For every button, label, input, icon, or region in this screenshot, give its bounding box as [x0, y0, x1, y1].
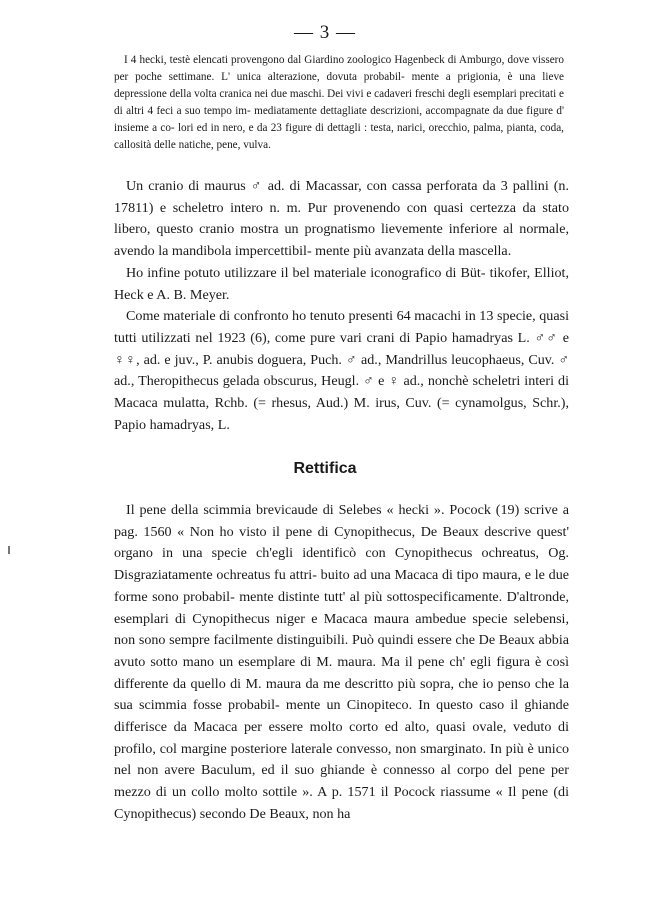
- text-line: I 4 hecki, testè elencati provengono dal Giardino zoologico Hagenbeck di: [124, 54, 457, 66]
- body-section-1: [114, 176, 569, 436]
- text-line: per essere molto corto ed alto, quasi ovale, veduto di profilo, col: [114, 719, 569, 757]
- text-line: Ho infine potuto utilizzare il bel materiale iconografico di Büt-: [126, 264, 486, 281]
- page-number: — 3 —: [294, 22, 356, 43]
- text-line: lievemente inferiore al normale, avendo la mandibola impercettibil-: [114, 221, 569, 260]
- paragraph-skull: [114, 176, 569, 263]
- text-line: mediatamente dettagliate descrizioni, accompagnate da due figure d' insieme a co-: [114, 105, 564, 134]
- text-line: vivi e cadaveri freschi degli esemplari precitati e di altri 4 feci a suo tempo im-: [114, 88, 564, 117]
- text-line: lori ed in nero, e da 23 figure di dettagli : testa, narici, orecchio, palma, pianta,: [177, 122, 537, 134]
- text-line: Come materiale di confronto ho tenuto presenti 64 macachi: [126, 308, 462, 325]
- text-line: Amburgo, dove vissero per poche settimane. L' unica alterazione, dovuta probabil-: [114, 54, 565, 83]
- text-line: pene ch' egli figura è così differente da quello di M. maura da me: [114, 653, 569, 692]
- text-line: in 13 specie, quasi tutti utilizzati nel 1923 (6), come pure vari crani di: [114, 308, 569, 346]
- text-line: sono sempre facilmente distinguibili. Può quindi essere che De: [138, 632, 496, 649]
- text-line: con Cynopithecus ochreatus, Og. Disgraziatamente ochreatus fu attri-: [114, 545, 569, 584]
- text-line: scrive a pag. 1560 « Non ho visto il pene di Cynopithecus,: [114, 502, 569, 540]
- text-line: obscurus, Heugl. ♂ e ♀ ad., nonchè scheletri interi di Macaca: [114, 373, 569, 412]
- section-heading: Rettifica: [293, 460, 357, 477]
- text-line: mente un Cinopiteco. In questo caso il ghiande differisce da Macaca: [114, 697, 569, 736]
- text-line: Un cranio di maurus ♂ ad. di Macassar, con cassa perforata da: [126, 178, 496, 194]
- text-line: margine posteriore laterale convesso, non smarginato. In più è unico: [180, 740, 569, 757]
- text-line: buito ad una Macaca di tipo maura, e le due forme sono probabil-: [114, 567, 570, 605]
- scan-mark: [8, 546, 10, 554]
- text-line: 3 pallini (n. 17811) e scheletro intero n. m. Pur provenendo con: [114, 178, 569, 216]
- text-line: mente distinte tutt' al più sottospecificamente. D'altronde, esemplari: [114, 588, 569, 627]
- text-line: riassume « Il pene (di Cynopithecus) secondo De Beaux, non ha: [114, 784, 569, 822]
- text-line: di Cynopithecus niger e Macaca maura ambedue specie selebensi, non: [114, 610, 569, 649]
- paragraph-iconography: [114, 263, 569, 306]
- paragraph-rettifica: [114, 500, 569, 826]
- text-line: Schr.), Papio hamadryas, L.: [114, 395, 569, 433]
- text-line: Il pene della scimmia brevicaude di Selebes « hecki ». Pocock (19): [126, 502, 520, 518]
- body-section-2: [114, 500, 569, 826]
- text-line: Beaux abbia avuto sotto mano un esemplare di M. maura. Ma il: [114, 632, 569, 670]
- text-line: mente a prigionia, è una lieve depressione della volta cranica nei due maschi. Dei: [114, 71, 565, 100]
- text-line: mente più avanzata della mascella.: [315, 243, 512, 260]
- text-line: pene per mezzo di un collo molto sottile ». A p. 1571 il Pocock: [114, 762, 569, 801]
- text-line: quasi certezza da stato libero, questo cranio mostra un prognatismo: [114, 199, 569, 238]
- text-line: tikofer, Elliot, Heck e A. B. Meyer.: [114, 264, 569, 303]
- text-line: nel non avere Baculum, ed il suo ghiande è connesso al corpo del: [114, 762, 513, 779]
- text-line: coda, callosità delle natiche, pene, vulva.: [114, 122, 564, 151]
- footnote-paragraph: [114, 52, 564, 154]
- text-line: Papio hamadryas L. ♂♂ e ♀♀, ad. e juv., P. anubis doguera, Puch.: [114, 329, 569, 368]
- footnote-block: [114, 52, 564, 154]
- text-line: ♂ ad., Mandrillus leucophaeus, Cuv. ♂ ad., Theropithecus gelada: [114, 351, 569, 390]
- text-line: mulatta, Rchb. (= rhesus, Aud.) M. irus, Cuv. (= cynamolgus,: [163, 395, 527, 412]
- text-line: descritto più sopra, che io penso che la sua scimmia fosse probabil-: [114, 675, 570, 714]
- paragraph-comparison: [114, 306, 569, 436]
- text-line: De Beaux descrive quest' organo in una specie ch'egli identificò: [114, 523, 569, 562]
